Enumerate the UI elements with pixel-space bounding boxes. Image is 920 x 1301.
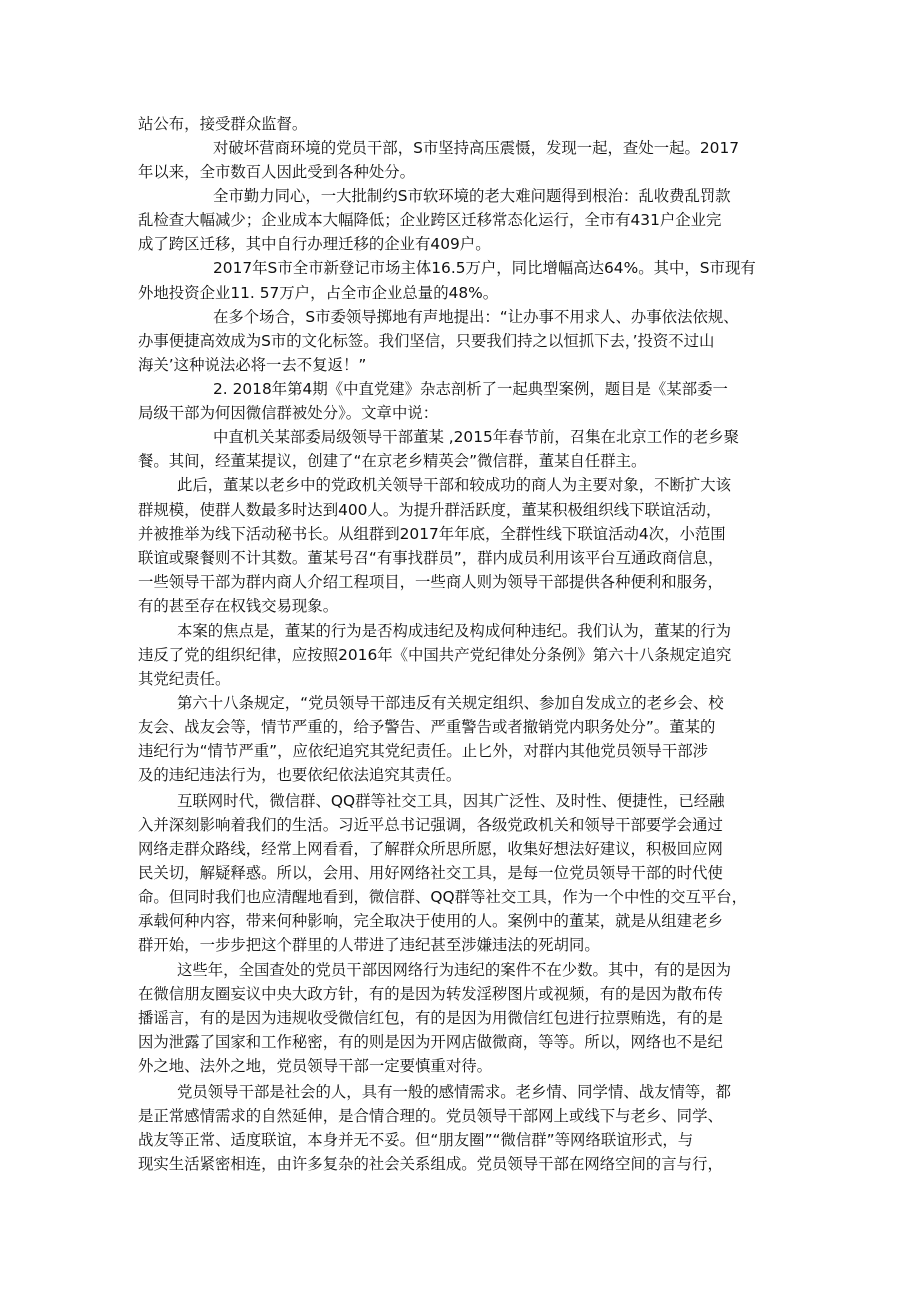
text-line: 本案的焦点是，董某的行为是否构成违纪及构成何种违纪。我们认为，董某的行为 [177,622,732,640]
text-line: 是正常感情需求的自然延伸，是合情合理的。党员领导干部网上或线下与老乡、同学、 [138,1107,723,1125]
text-line: 局级干部为何因微信群被处分》。文章中说： [138,404,439,422]
text-line: 中直机关某部委局级领导干部董某 ,2015年春节前，召集在北京工作的老乡聚 [213,428,740,446]
text-line: 命。但同时我们也应清醒地看到，微信群、QQ群等社交工具，作为一个中性的交互平台， [138,888,748,906]
text-line: 一些领导干部为群内商人介绍工程项目，一些商人则为领导干部提供各种便利和服务， [138,573,723,591]
text-line: 乱检查大幅减少；企业成本大幅降低；企业跨区迁移常态化运行，全市有431户企业完 [138,211,722,229]
text-line: 这些年，全国查处的党员干部因网络行为违纪的案件不在少数。其中，有的是因为 [177,961,732,979]
text-line: 战友等正常、适度联谊，本身并无不妥。但“朋友圈”“微信群”等网络联谊形式，与 [138,1131,694,1149]
text-line: 互联网时代，微信群、QQ群等社交工具，因其广泛性、及时性、便捷性，已经融 [177,792,725,810]
text-line: 民关切，解疑释惑。所以，会用、用好网络社交工具，是每一位党员领导干部的时代使 [138,864,723,882]
text-line: 群规模，使群人数最多时达到400人。为提升群活跃度，董某积极组织线下联谊活动， [138,501,722,519]
text-line: 办事便捷高效成为S市的文化标签。我们坚信，只要我们持之以恒抓下去，’投资不过山 [138,332,715,350]
text-line: 现实生活紧密相连，由许多复杂的社会关系组成。党员领导干部在网络空间的言与行， [138,1155,723,1173]
text-line: 违反了党的组织纪律，应按照2016年《中国共产党纪律处分条例》第六十八条规定追究 [138,646,732,664]
text-line: 对破坏营商环境的党员干部，S市坚持高压震慑，发现一起，查处一起。2017 [213,139,740,157]
text-line: 党员领导干部是社会的人，具有一般的感情需求。老乡情、同学情、战友情等，都 [177,1083,732,1101]
text-line: 因为泄露了国家和工作秘密，有的则是因为开网店做微商，等等。所以，网络也不是纪 [138,1033,723,1051]
text-line: 年以来，全市数百人因此受到各种处分。 [138,163,416,181]
text-line: 并被推举为线下活动秘书长。从组群到2017年年底，全群性线下联谊活动4次，小范围 [138,525,726,543]
text-line: 2. 2018年第4期《中直党建》杂志剖析了一起典型案例，题目是《某部委一 [213,380,728,398]
text-line: 成了跨区迁移，其中自行办理迁移的企业有409户。 [138,235,491,253]
text-line: 其党纪责任。 [138,670,231,688]
text-line: 站公布，接受群众监督。 [138,115,308,133]
text-line: 网络走群众路线，经常上网看看，了解群众所思所愿，收集好想法好建议，积极回应网 [138,840,723,858]
text-line: 友会、战友会等，情节严重的，给予警告、严重警告或者撤销党内职务处分”。董某的 [138,718,716,736]
text-line: 联谊或聚餐则不计其数。董某号召“有事找群员”，群内成员利用该平台互通政商信息， [138,549,724,567]
text-line: 全市勤力同心，一大批制约S市软环境的老大难问题得到根治：乱收费乱罚款 [213,187,731,205]
text-line: 群开始，一步步把这个群里的人带进了违纪甚至涉嫌违法的死胡同。 [138,936,600,954]
text-line: 外地投资企业11. 57万户，占全市企业总量的48%。 [138,284,499,302]
text-line: 第六十八条规定，“党员领导干部违反有关规定组织、参加自发成立的老乡会、校 [177,694,724,712]
text-line: 外之地、法外之地，党员领导干部一定要慎重对待。 [138,1057,492,1075]
text-line: 违纪行为“情节严重”，应依纪追究其党纪责任。止匕外，对群内其他党员领导干部涉 [138,742,709,760]
text-line: 有的甚至存在权钱交易现象。 [138,597,339,615]
text-line: 2017年S市全市新登记市场主体16.5万户，同比增幅高达64%。其中，S市现有 [213,259,756,277]
text-line: 在多个场合，S市委领导掷地有声地提出：“让办事不用求人、办事依法依规、 [213,308,739,326]
text-line: 播谣言，有的是因为违规收受微信红包，有的是因为用微信红包进行拉票贿选，有的是 [138,1009,723,1027]
text-line: 入并深刻影响着我们的生活。习近平总书记强调，各级党政机关和领导干部要学会通过 [138,816,723,834]
text-line: 餐。其间，经董某提议，创建了“在京老乡精英会”微信群，董某自任群主。 [138,452,647,470]
text-line: 此后，董某以老乡中的党政机关领导干部和较成功的商人为主要对象，不断扩大该 [177,476,732,494]
text-line: 海关’这种说法必将一去不复返！” [138,356,367,374]
text-line: 及的违纪违法行为，也要依纪依法追究其责任。 [138,766,462,784]
text-line: 在微信朋友圈妄议中央大政方针，有的是因为转发淫秽图片或视频，有的是因为散布传 [138,985,723,1003]
text-line: 承载何种内容，带来何种影响，完全取决于使用的人。案例中的董某，就是从组建老乡 [138,912,723,930]
